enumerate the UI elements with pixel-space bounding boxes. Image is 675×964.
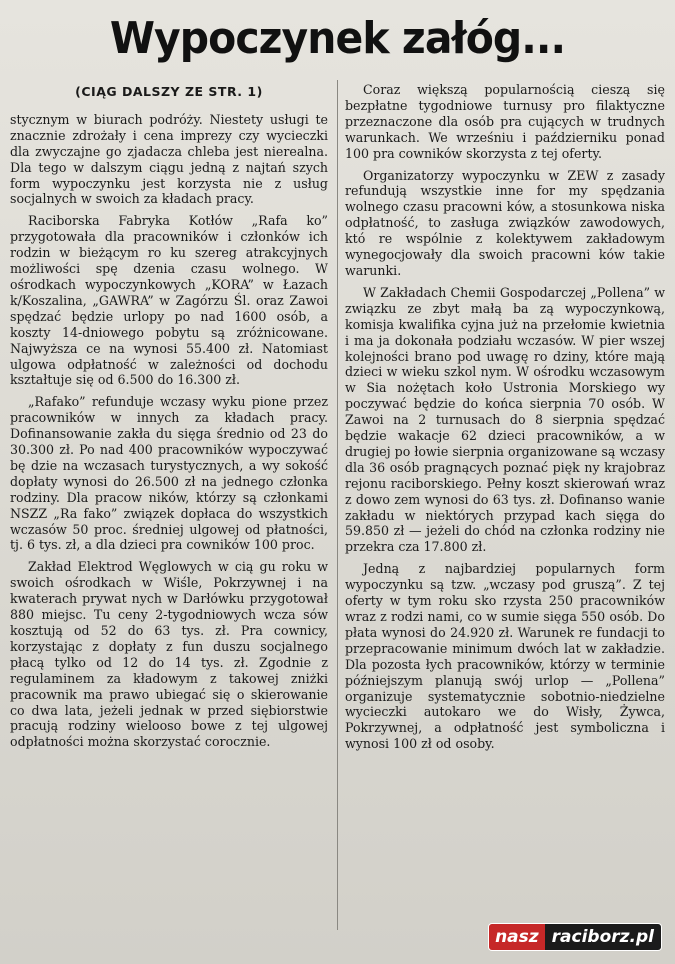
paragraph: Raciborska Fabryka Kotłów „Rafa ko” przygotowała dla pracowników i członków ich rodzin w bieżącym ro ku szereg atrakcyjnych możliwości spę dzenia czasu wolnego. W ośrodkach wypoczynkowych „KORA” w Łazach k/Koszalina, „GAWRA” w Zagórzu Śl. oraz Zawoi spędzać będzie urlopy po nad 1600 osób, a koszty 14-dniowego pobytu są zróżnicowane. Najwyższa ce na wynosi 55.400 zł. Natomiast ulgowa odpłatność w zależności od dochodu kształtuje się od 6.500 do 16.300 zł. bbox=[10, 213, 328, 388]
paragraph: „Rafako” refunduje wczasy wyku pione przez pracowników w innych za kładach pracy. Dofinansowanie zakła du sięga średnio od 23 do 30.300 zł. Po nad 400 pracowników wypoczywać bę dzie na wczasach turystycznych, a wy sokość dopłaty wynosi do 26.500 zł na jednego członka rodziny. Dla pracow ników, którzy są członkami NSZZ „Ra fako” związek dopłaca do wszystkich wczasów 50 proc. średniej ulgowej od płatności, tj. 6 tys. zł, a dla dzieci pra cowników 100 proc. bbox=[10, 394, 328, 553]
site-watermark-logo bbox=[489, 924, 661, 950]
paragraph: W Zakładach Chemii Gospodarczej „Pollena” w związku ze zbyt małą ba zą wypoczynkową, komisja kwalifika cyjna już na przełomie kwietnia i ma ja dokonała podziału wczasów. W pier wszej kolejności brano pod uwagę ro dziny, które mają dzieci w wieku szkol nym. W ośrodku wczasowym w Sia nożętach koło Ustronia Morskiego wy poczywać będzie do końca sierpnia 70 osób. W Zawoi na 2 turnusach do 8 sierpnia spędzać będzie wakacje 62 dzieci pracowników, a w drugiej po łowie sierpnia organizowane są wczasy dla 36 osób pragnących poznać pięk ny krajobraz rejonu raciborskiego. Pełny koszt skierowań wraz z dowo zem wynosi do 63 tys. zł. Dofinanso wanie zakładu w niektórych przypad kach sięga do 59.850 zł — jeżeli do chód na członka rodziny nie przekra cza 17.800 zł. bbox=[345, 284, 665, 555]
continuation-note: (CIĄG DALSZY ZE STR. 1) bbox=[75, 84, 263, 99]
headline: Wypoczynek załóg... bbox=[109, 13, 566, 64]
paragraph: Organizatorzy wypoczynku w ZEW z zasady refundują wszystkie inne for my spędzania wolnego czasu pracowni ków, a stosunkowa niska odpłatność, to zasługa związków zawodowych, któ re wspólnie z kolektywem zakładowym wynegocjowały dla swoich pracowni ków takie warunki. bbox=[345, 167, 665, 278]
paragraph: Coraz większą popularnością cieszą się bezpłatne tygodniowe turnusy pro filaktyczne przeznaczone dla osób pra cujących w trudnych warunkach. We wrześniu i październiku ponad 100 pra cowników skorzysta z tej oferty. bbox=[345, 82, 665, 161]
paragraph: Jedną z najbardziej popularnych form wypoczynku są tzw. „wczasy pod gruszą”. Z tej oferty w tym roku sko rzysta 250 pracowników wraz z rodzi nami, co w sumie sięga 550 osób. Do płata wynosi do 24.920 zł. Warunek re fundacji to przepracowanie minimum dwóch lat w zakładzie. Dla pozosta łych pracowników, którzy w terminie późniejszym planują swój urlop — „Pollena” organizuje systematycznie sobotnio-niedzielne wycieczki autokaro we do Wisły, Żywca, Pokrzywnej, a odpłatność jest symboliczna i wynosi 100 zł od osoby. bbox=[345, 561, 665, 752]
column-divider bbox=[337, 80, 338, 930]
right-column bbox=[345, 82, 665, 758]
logo-part-nasz: nasz bbox=[489, 924, 545, 950]
logo-part-raciborz: raciborz.pl bbox=[545, 924, 661, 950]
paragraph: Zakład Elektrod Węglowych w cią gu roku w swoich ośrodkach w Wiśle, Pokrzywnej i na kwaterach prywat nych w Darłówku przygotował 880 miejsc. Tu ceny 2-tygodniowych wcza sów kosztują od 52 do 63 tys. zł. Pra cownicy, korzystając z dopłaty z fun duszu socjalnego płacą tylko od 12 do 14 tys. zł. Zgodnie z regulaminem za kładowym z takowej zniżki pracownik ma prawo ubiegać się o skierowanie co dwa lata, jeżeli jednak w przed siębiorstwie pracują rodziny wielooso bowe z tej ulgowej odpłatności można skorzystać corocznie. bbox=[10, 559, 328, 750]
left-column bbox=[10, 82, 328, 756]
paragraph: stycznym w biurach podróży. Niestety usługi te znacznie zdrożały i cena imprezy czy wycieczki dla zwyczajne go zjadacza chleba jest nierealna. Dla tego w dalszym ciągu jedną z najtań szych form wypoczynku jest korzysta nie z usług socjalnych w swoich za kładach pracy. bbox=[10, 111, 328, 207]
